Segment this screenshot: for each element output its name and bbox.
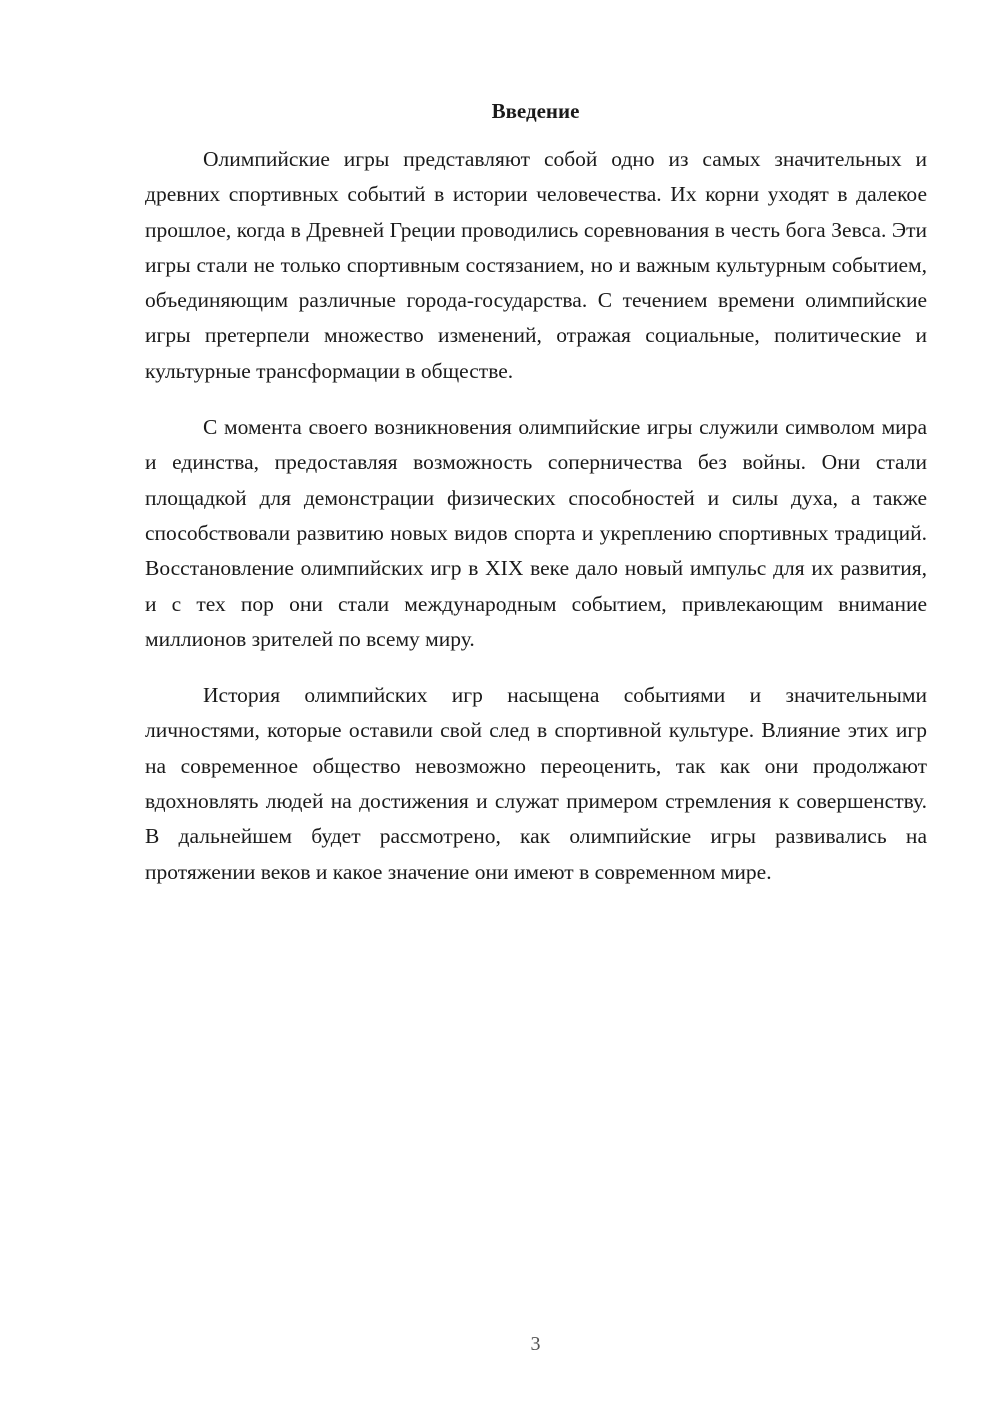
paragraph-2: С момента своего возникновения олимпийские игры служили символом мира и единства, предоставляя возможность соперничества без войны. Они стали площадкой для демонстрации физических способностей и силы духа, а также способствовали развитию новых видов спорта и укреплению спортивных традиций. Восстановление олимпийских игр в XIX веке дало новый импульс для их развития, и с тех пор они стали международным событием, привлекающим внимание миллионов зрителей по всему миру. <box>145 415 927 651</box>
paragraph-1: Олимпийские игры представляют собой одно из самых значительных и древних спортивных событий в истории человечества. Их корни уходят в далекое прошлое, когда в Древней Греции проводились соревнования в честь бога Зевса. Эти игры стали не только спортивным состязанием, но и важным культурным событием, объединяющим различные города-государства. С течением времени олимпийские игры претерпели множество изменений, отражая социальные, политические и культурные трансформации в обществе. <box>145 147 927 383</box>
page-title: Введение <box>491 99 580 123</box>
document-body <box>145 142 927 911</box>
page-number: 3 <box>530 1333 541 1355</box>
paragraph-3: История олимпийских игр насыщена событиями и значительными личностями, которые оставили свой след в спортивной культуре. Влияние этих игр на современное общество невозможно переоценить, так как они продолжают вдохновлять людей на достижения и служат примером стремления к совершенству. В дальнейшем будет рассмотрено, как олимпийские игры развивались на протяжении веков и какое значение они имеют в современном мире. <box>145 683 927 884</box>
